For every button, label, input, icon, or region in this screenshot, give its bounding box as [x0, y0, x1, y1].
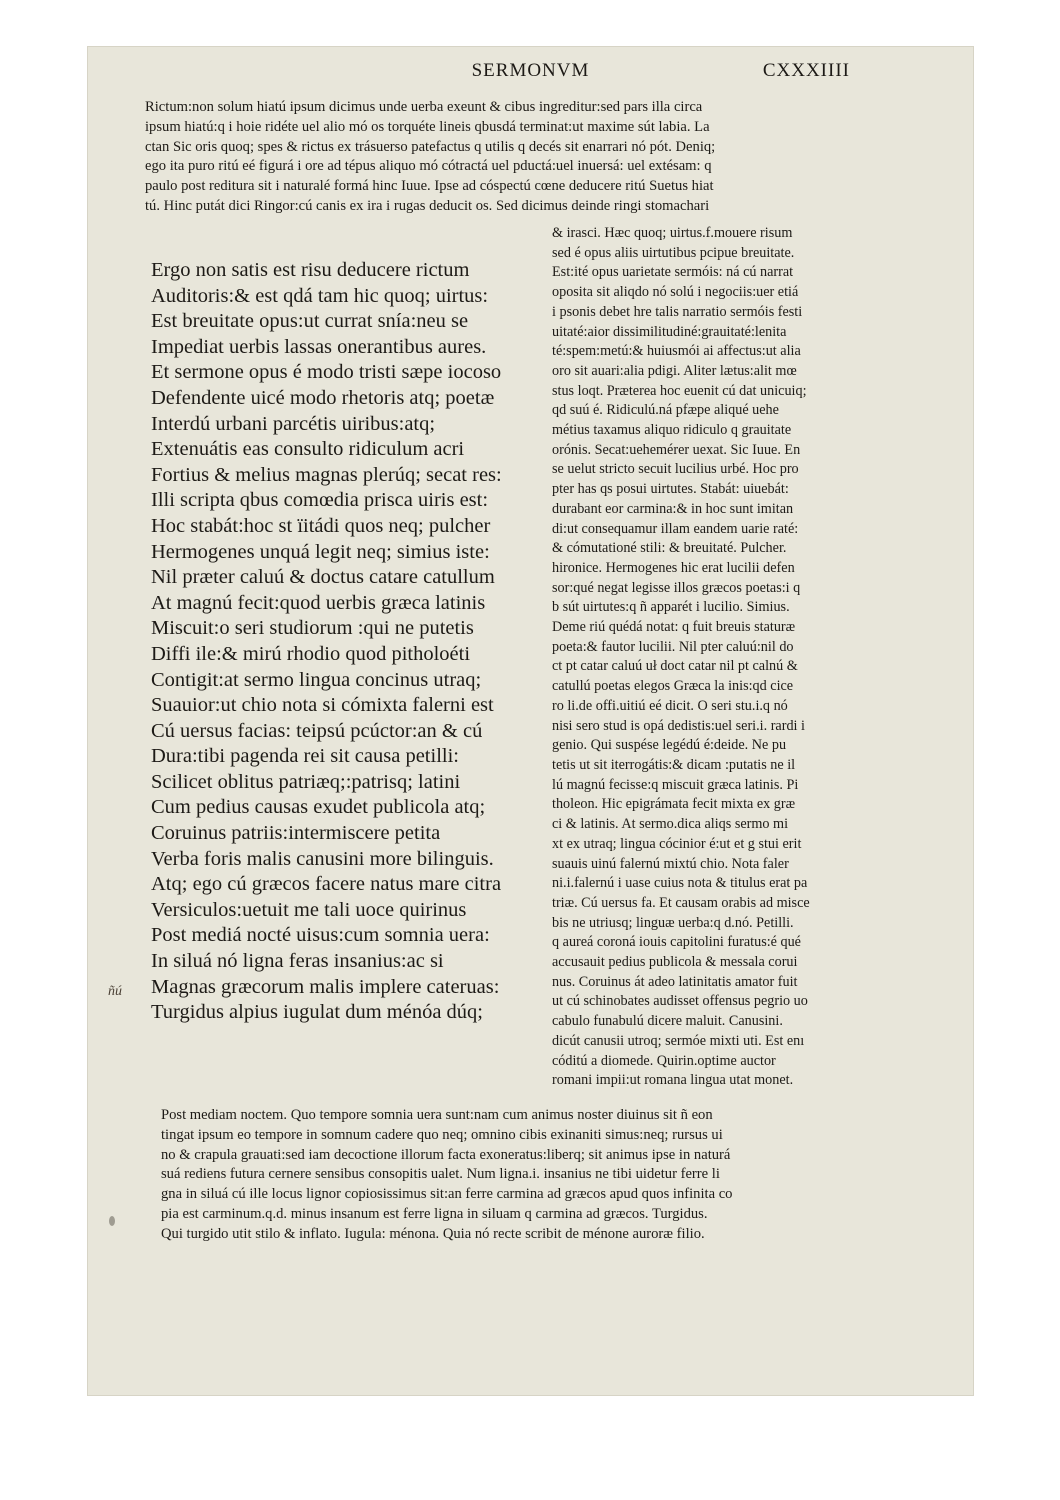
commentary-line: catullú poetas elegos Græca la inis:qd cice [552, 678, 794, 695]
commentary-line: ipsum hiatú:q i hoie ridéte uel alio mó os torquéte lineis qbusdá terminat:ut maxime sút labia. La [145, 118, 710, 135]
commentary-line: uitaté:aior dissimilitudiné:grauitaté:lenita [552, 323, 787, 340]
verse-line: Turgidus alpius iugulat dum ménóa dúq; [151, 1001, 483, 1024]
commentary-line: tú. Hinc putát dici Ringor:cú canis ex ira i rugas deducit os. Sed dicimus deinde ringi stomachari [145, 197, 710, 214]
commentary-line: xt ex utraq; lingua cócinior é:ut et g stui erit [552, 835, 802, 852]
commentary-top [145, 98, 890, 217]
commentary-line: Est:ité opus uarietate sermóis: ná cú narrat [552, 264, 794, 281]
verse-line: Et sermone opus é modo tristi sæpe iocoso [151, 361, 502, 384]
margin-annotation: ñú [108, 984, 122, 999]
commentary-line: oposita sit aliqdo nó solú i negociis:uer etiá [552, 284, 799, 301]
verse-line: Illi scripta qbus comœdia prisca uiris est: [151, 489, 489, 512]
verse-line: Cum pedius causas exudet publicola atq; [151, 796, 486, 819]
commentary-line: accusauit pedius publicola & messala corui [552, 954, 798, 971]
verse-line: Hermogenes unquá legit neq; simius iste: [151, 540, 490, 563]
commentary-line: paulo post reditura sit i naturalé formá hinc Iuue. Ipse ad cóspectú cœne deducere ritú Suetus hiat [145, 178, 714, 195]
commentary-line: Rictum:non solum hiatú ipsum dicimus unde uerba exeunt & cibus ingreditur:sed pars illa circa [145, 99, 703, 115]
folio-number: CXXXIIII [762, 60, 850, 81]
commentary-line: genio. Qui suspése legédú é:deide. Ne pu [552, 737, 787, 754]
verse-line: Miscuit:o seri studiorum :qui ne putetis [151, 617, 474, 640]
commentary-line: durabant eor carmina:& in hoc sunt imitan [552, 500, 794, 517]
commentary-line: oro sit auari:alia pdigi. Aliter lætus:alit mœ [552, 362, 797, 379]
verse-line: Defendente uicé modo rhetoris atq; poetæ [151, 386, 495, 409]
manuscript-page [87, 46, 974, 1396]
commentary-line: di:ut consequamur illam eandem uarie raté: [552, 520, 799, 537]
commentary-bottom [161, 1106, 891, 1245]
commentary-line: tingat ipsum eo tempore in somnum cadere quo neq; omnino cibis exinaniti simus:neq; rursus ui [161, 1126, 723, 1143]
commentary-line: ctan Sic oris quoq; spes & rictus ex trásuerso patefactus q utilis q decés sit enarrari nó pót. Deniq; [145, 138, 716, 155]
commentary-line: no & crapula grauati:sed iam decoctione illorum facta exoneratus:liberq; sit animus ipse in naturá [161, 1146, 731, 1163]
commentary-line: ut cú schinobates audisset offensus pegrio uo [552, 993, 808, 1010]
verse-line: Fortius & melius magnas plerúq; secat res: [151, 463, 502, 486]
verse-line: Auditoris:& est qdá tam hic quoq; uirtus: [151, 284, 489, 307]
verse-line: Est breuitate opus:ut currat snía:neu se [151, 310, 469, 333]
commentary-line: i psonis debet hre talis narratio sermóis festi [552, 303, 803, 320]
verse-line: Coruinus patriis:intermiscere petita [151, 822, 441, 845]
verse-line: Nil præter caluú & doctus catare catullum [151, 566, 495, 589]
commentary-line: poeta:& fautor lucilii. Nil pter caluú:nil do [552, 638, 794, 655]
verse-line: Impediat uerbis lassas onerantibus aures. [151, 335, 487, 358]
verse-line: Post mediá nocté uisus:cum somnia uera: [151, 924, 490, 947]
commentary-line: sor:qué negat legisse illos græcos poetas:i q [552, 579, 801, 596]
commentary-line: códitú a diomede. Quirin.optime auctor [552, 1052, 776, 1069]
commentary-line: gna in siluá cú ille locus lignor copiosissimus sit:an ferre carmina ad græcos apud quos infinita co [161, 1186, 733, 1203]
commentary-line: hironice. Hermogenes hic erat lucilii defen [552, 559, 795, 576]
verse-line: Magnas græcorum malis implere cateruas: [151, 975, 500, 998]
commentary-line: pia est carminum.q.d. minus insanum est ferre ligna in siluam q carmina ad græcos. Turgidus. [161, 1205, 708, 1222]
verse-line: Interdú urbani parcétis uiribus:atq; [151, 412, 436, 435]
commentary-line: tholeon. Hic epigrámata fecit mixta ex græ [552, 796, 796, 813]
commentary-line: & cómutationé stili: & breuitaté. Pulcher. [552, 540, 787, 557]
verse-line: Diffi ile:& mirú rhodio quod pitholoéti [151, 642, 471, 665]
commentary-line: ct pt catar caluú uł doct catar nil pt calnú & [552, 658, 798, 675]
verse-line: Atq; ego cú græcos facere natus mare citra [151, 873, 502, 896]
commentary-line: cabulo funabulú dicere maluit. Canusini. [552, 1013, 783, 1030]
commentary-line: Deme riú quédá notat: q fuit breuis staturæ [552, 619, 796, 636]
running-title: SERMONVM [471, 60, 590, 81]
commentary-line: qd suú é. Ridiculú.ná pfæpe aliqué uehe [552, 402, 779, 419]
commentary-line: bis ne utriusq; linguæ uerba:q d.nó. Petilli. [552, 914, 794, 931]
verse-line: Hoc stabát:hoc st ïitádi quos neq; pulcher [151, 514, 491, 537]
verse-block [151, 258, 543, 1026]
commentary-line: stus loqt. Præterea hoc euenit cú dat unicuiq; [552, 382, 807, 399]
verse-line: In siluá nó ligna feras insanius:ac si [151, 950, 444, 973]
verse-line: Verba foris malis canusini more bilinguis. [151, 847, 494, 870]
commentary-line: q aureá coroná iouis capitolini furatus:é qué [552, 934, 801, 951]
commentary-line: & irasci. Hæc quoq; uirtus.f.mouere risum [552, 225, 793, 241]
commentary-line: nisi sero stud is opá dedistis:uel seri.i. rardi i [552, 717, 805, 734]
commentary-line: romani impii:ut romana lingua utat monet. [552, 1072, 794, 1089]
verse-line: Contigit:at sermo lingua concinus utraq; [151, 668, 482, 691]
commentary-right [552, 224, 882, 1091]
commentary-line: tetis ut sit iterrogátis:& dicam :putatis ne il [552, 756, 796, 773]
verse-line: Dura:tibi pagenda rei sit causa petilli: [151, 745, 459, 768]
verse-line: Suauior:ut chio nota si cómixta falerni est [151, 694, 494, 717]
commentary-line: se uelut stricto secuit lucilius urbé. Hoc pro [552, 461, 799, 478]
commentary-line: ci & latinis. At sermo.dica aliqs sermo mi [552, 816, 789, 833]
verse-line: At magnú fecit:quod uerbis græca latinis [151, 591, 486, 614]
commentary-line: té:spem:metú:& huiusmói ai affectus:ut alia [552, 343, 801, 360]
ink-stain [109, 1216, 115, 1226]
verse-line: Versiculos:uetuit me tali uoce quirinus [151, 898, 467, 921]
commentary-line: pter has qs posui uirtutes. Stabát: uiuebát: [552, 481, 789, 498]
commentary-line: Qui turgido utit stilo & inflato. Iugula: ménona. Quia nó recte scribit de ménone auroræ filio. [161, 1225, 705, 1242]
commentary-line: nus. Coruinus át adeo latinitatis amator fuit [552, 973, 798, 990]
commentary-line: dicút canusii utroq; sermóe mixti uti. Est enı [552, 1032, 805, 1049]
verse-line: Scilicet oblitus patriæq;:patrisq; latini [151, 770, 461, 793]
commentary-line: lú magnú fecisse:q miscuit græca latinis. Pi [552, 776, 799, 793]
verse-line: Ergo non satis est risu deducere rictum [151, 259, 470, 281]
commentary-line: ni.i.falernú i uase cuius nota & titulus erat pa [552, 875, 808, 892]
commentary-line: métius taxamus aliquo ridiculo q grauitate [552, 422, 792, 439]
commentary-line: suauis uinú falernú mixtú chio. Nota faler [552, 855, 789, 872]
commentary-line: Post mediam noctem. Quo tempore somnia uera sunt:nam cum animus noster diuinus sit ñ eon [161, 1107, 713, 1123]
commentary-line: b sút uirtutes:q ñ apparét i lucilio. Simius. [552, 599, 790, 616]
commentary-line: suá rediens futura cernere sensibus consopitis ualet. Num ligna.i. insanius ne tibi uidetur ferre li [161, 1166, 720, 1183]
verse-line: Extenuátis eas consulto ridiculum acri [151, 438, 465, 461]
commentary-line: ro li.de offi.uitiú eé dicit. O seri stu.i.q nó [552, 697, 788, 714]
commentary-line: triæ. Cú uersus fa. Et causam orabis ad misce [552, 894, 810, 911]
commentary-line: ego ita puro ritú eé figurá i ore ad tépus aliquo mó cótractá uel pductá:uel inuersá: uel extésam: q [145, 158, 712, 175]
verse-line: Cú uersus facias: teipsú pcúctor:an & cú [151, 719, 483, 742]
commentary-line: sed é opus aliis uirtutibus pcipue breuitate. [552, 244, 795, 261]
commentary-line: orónis. Secat:uehemérer uexat. Sic Iuue. En [552, 441, 801, 458]
